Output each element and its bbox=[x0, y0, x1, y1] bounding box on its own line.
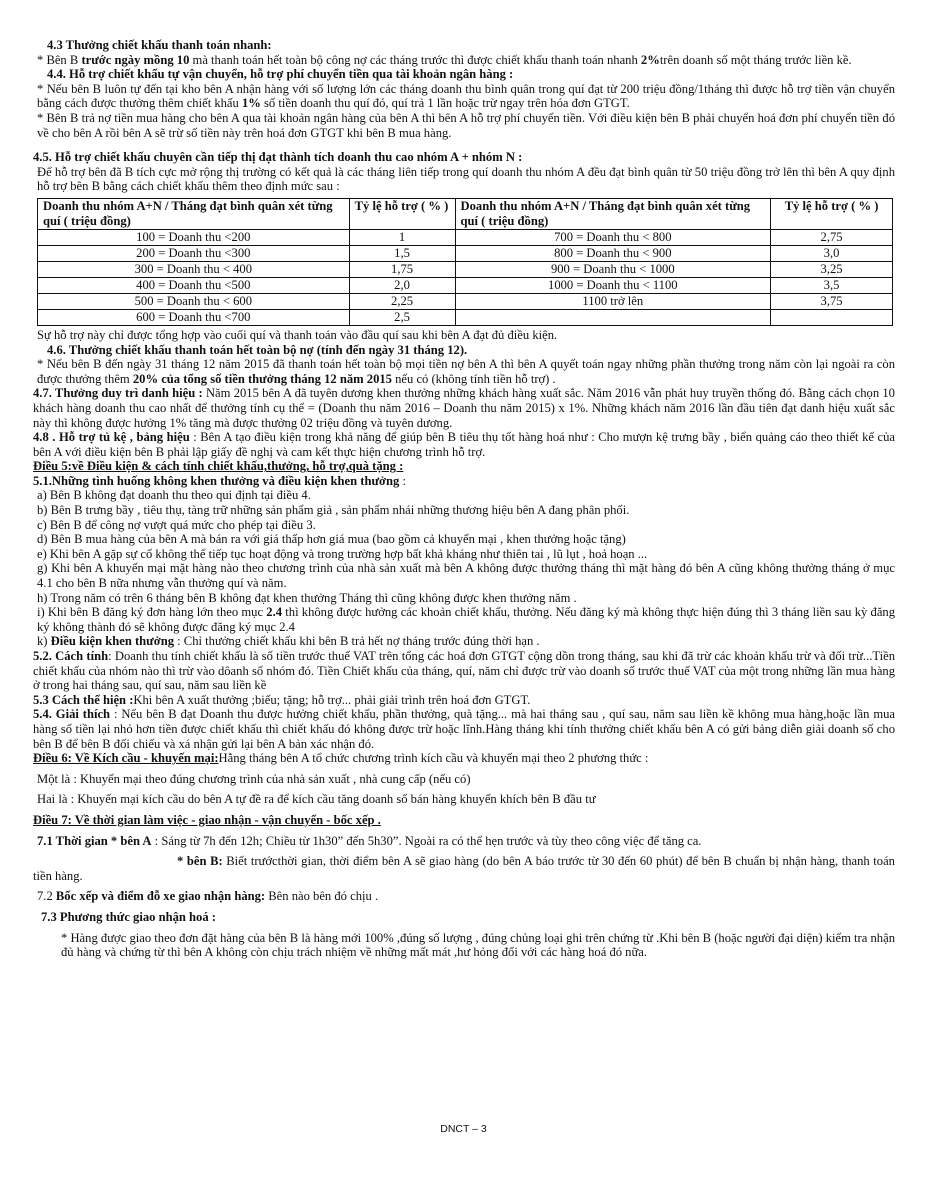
cell-revenue-right bbox=[455, 309, 771, 325]
section-4-4-text-1 bbox=[33, 82, 895, 111]
cell-rate-right: 3,75 bbox=[771, 293, 893, 309]
section-7-1-title: 7.1 Thời gian * bên A bbox=[37, 833, 152, 848]
section-7-1-b-title: * bên B: bbox=[177, 854, 223, 869]
section-5-3-title: 5.3 Cách thể hiện : bbox=[33, 692, 134, 707]
article-6-method-2: Hai là : Khuyến mại kích cầu do bên A tự đề ra để kích cầu tăng doanh số bán hàng khuyến khích bên B đầu tư bbox=[37, 792, 596, 807]
header-revenue-left: Doanh thu nhóm A+N / Tháng đạt bình quân xét từng quí ( triệu đồng) bbox=[38, 198, 350, 229]
section-7-2-title: Bốc xếp và điểm đỗ xe giao nhận hàng: bbox=[55, 889, 266, 904]
cell-rate-left: 2,25 bbox=[349, 293, 455, 309]
section-5-4-text: : Nếu bên B đạt Doanh thu được hưởng chiết khấu, phần thưởng, quà tặng... mà hai tháng sau , quí sau, năm sau liền kề không mua hàng,hoặc lần mua hàng số tiền lại nhỏ hơn tiền được chiết khấu thì chiết khấu đó không được trừ hoặc lĩnh.Hàng tháng khi tính thưởng chiết khấu bên A có gửi bảng diễn giải doanh số cho bên B để bên B đối chiếu và xá nhận gửi lại bên A bản xác nhận đó. bbox=[33, 707, 895, 751]
section-7-1 bbox=[33, 834, 895, 849]
text-run-bold: Điều kiện khen thưởng bbox=[50, 634, 175, 649]
section-4-3-title: 4.3 Thưởng chiết khấu thanh toán nhanh: bbox=[47, 38, 272, 52]
section-4-8 bbox=[33, 430, 895, 459]
text-run-bold: trước ngày mồng 10 bbox=[81, 52, 190, 67]
cell-revenue-right: 1000 = Doanh thu < 1100 bbox=[455, 277, 771, 293]
table-header-row bbox=[38, 198, 893, 229]
text-run: 7.2 bbox=[37, 889, 56, 904]
list-item: g) Khi bên A khuyến mại mặt hàng nào theo chương trình của nhà sản xuất mà bên A không được thưởng tháng thì mặt hàng đó bên A cũng không thưởng tháng ở mục 4.1 cho bên B nữa nhưng vẫn thưởng quí và năm. bbox=[37, 561, 895, 591]
list-item: c) Bên B để công nợ vượt quá mức cho phép tại điều 3. bbox=[37, 517, 316, 532]
page-footer: DNCT – 3 bbox=[440, 1123, 487, 1135]
section-5-1 bbox=[33, 474, 895, 489]
text-run-bold: 2.4 bbox=[266, 605, 283, 620]
section-4-5-text: Để hỗ trợ bên đã B tích cực mở rộng thị trường có kết quả là các tháng liên tiếp trong quí doanh thu nhóm A đều đạt bình quân từ 50 triệu đồng trở lên thì bên A quy định hỗ trợ bên B bằng cách chiết khấu thêm theo định mức sau : bbox=[37, 164, 895, 194]
cell-revenue-left: 400 = Doanh thu <500 bbox=[38, 277, 350, 293]
article-6-text: Hằng tháng bên A tổ chức chương trình kích cầu và khuyến mại theo 2 phương thức : bbox=[218, 751, 649, 766]
text-run: mà thanh toán hết toàn bộ công nợ các tháng trước thì được chiết khấu thanh toán nhanh bbox=[189, 52, 641, 67]
section-7-1-b bbox=[33, 854, 895, 883]
list-item: b) Bên B trưng bầy , tiêu thụ, tàng trữ những sản phẩm giả , sản phẩm nhái những thương hiệu bên A đang phân phối. bbox=[37, 503, 630, 518]
section-5-1-title: 5.1.Những tình huống không khen thưởng và điều kiện khen thưởng bbox=[33, 473, 400, 488]
cell-rate-left: 1 bbox=[349, 229, 455, 245]
article-6 bbox=[33, 751, 895, 766]
text-run: thì không được hưởng các khoản chiết khấu, thưởng. Nếu đăng ký mà không thực hiện đúng thì 3 tháng liền sau kỳ đăng ký không thành đó sẽ không được đăng ký mục 2.4 bbox=[37, 605, 895, 634]
section-5-4-title: 5.4. Giải thích bbox=[33, 707, 111, 722]
section-5-3 bbox=[33, 693, 895, 708]
list-item-k bbox=[33, 634, 895, 649]
cell-rate-left: 2,5 bbox=[349, 309, 455, 325]
table-row bbox=[38, 277, 893, 293]
cell-rate-right: 3,25 bbox=[771, 261, 893, 277]
list-item: a) Bên B không đạt doanh thu theo qui định tại điều 4. bbox=[37, 488, 311, 503]
cell-revenue-right: 1100 trở lên bbox=[455, 293, 771, 309]
section-7-2 bbox=[33, 889, 895, 904]
cell-revenue-left: 500 = Doanh thu < 600 bbox=[38, 293, 350, 309]
text-run: * Nếu bên B luôn tự đến tại kho bên A nhận hàng với số lượng lớn các tháng doanh thu bình quân trong quí đạt từ 200 triệu đồng/1tháng thì được hỗ trợ tiền vận chuyển bằng cách được thưởng thêm chiết khấu bbox=[37, 81, 895, 111]
text-run: trên doanh số một tháng trước liền kề. bbox=[659, 52, 852, 67]
spacer bbox=[33, 140, 895, 150]
cell-revenue-right: 800 = Doanh thu < 900 bbox=[455, 245, 771, 261]
section-4-5-note: Sự hỗ trợ này chỉ được tổng hợp vào cuối quí và thanh toán vào đầu quí sau khi bên A đạt đủ điều kiện. bbox=[37, 327, 558, 342]
section-4-7 bbox=[33, 386, 895, 430]
cell-rate-left: 1,5 bbox=[349, 245, 455, 261]
table-row bbox=[38, 229, 893, 245]
section-4-5-title: 4.5. Hỗ trợ chiết khấu chuyên cần tiếp thị đạt thành tích doanh thu cao nhóm A + nhóm N : bbox=[33, 150, 523, 165]
section-4-7-title: 4.7. Thưởng duy trì danh hiệu : bbox=[33, 386, 203, 401]
section-5-3-text: Khi bên A xuất thưởng ;biếu; tặng; hỗ trợ... phải giải trình trên hoá đơn GTGT. bbox=[133, 692, 531, 707]
section-5-2-text: : Doanh thu tính chiết khấu là số tiền trước thuế VAT trên tổng các hoá đơn GTGT cộng dồn trong tháng, sau khi đã trừ các khoản khấu trừ và đối trừ...Tiền chiết khấu của nhóm nào thì trừ vào dôanh số nhóm đó. Tiền Chiết khấu của tháng, quí, năm chỉ được trừ vào doanh số trước thuế VAT của một trong những lần mua hàng ở trong hai tháng sau, quí sau, năm sau liền kề bbox=[33, 649, 895, 693]
text-run: * Nếu bên B đến ngày 31 tháng 12 năm 2015 đã thanh toán hết toàn bộ mọi tiền nợ bên A thì bên A quyết toán ngay những phần thưởng trong năm còn lại ngoài ra còn được thưởng thêm bbox=[37, 357, 895, 386]
cell-rate-right bbox=[771, 309, 893, 325]
list-item: e) Khi bên A gặp sự cố không thể tiếp tục hoạt động và trong trường hợp bất khả kháng như thiên tai , lũ lụt , hoả hoạn ... bbox=[37, 546, 648, 561]
cell-revenue-right: 900 = Doanh thu < 1000 bbox=[455, 261, 771, 277]
section-5-2-title: 5.2. Cách tính bbox=[33, 649, 109, 663]
cell-revenue-right: 700 = Doanh thu < 800 bbox=[455, 229, 771, 245]
support-rate-table bbox=[37, 198, 893, 326]
cell-revenue-left: 100 = Doanh thu <200 bbox=[38, 229, 350, 245]
section-4-6-text bbox=[33, 357, 895, 386]
cell-rate-left: 1,75 bbox=[349, 261, 455, 277]
section-4-6-title: 4.6. Thưởng chiết khấu thanh toán hết toàn bộ nợ (tính đến ngày 31 tháng 12). bbox=[47, 342, 468, 357]
text-run: nếu có (không tính tiền hỗ trợ) . bbox=[391, 371, 556, 386]
cell-rate-right: 3,0 bbox=[771, 245, 893, 261]
section-7-2-text: Bên nào bên đó chịu . bbox=[265, 889, 379, 904]
cell-revenue-left: 300 = Doanh thu < 400 bbox=[38, 261, 350, 277]
header-rate-right: Tỷ lệ hỗ trợ ( % ) bbox=[771, 198, 893, 229]
text-run-bold: 20% của tổng số tiền thưởng tháng 12 năm 2015 bbox=[132, 371, 392, 386]
section-7-1-text: : Sáng từ 7h đến 12h; Chiều từ 1h30” đến 5h30”. Ngoài ra có thể hẹn trước và tùy theo công việc để tăng ca. bbox=[151, 833, 702, 848]
header-rate-left: Tỷ lệ hỗ trợ ( % ) bbox=[349, 198, 455, 229]
table-row bbox=[38, 293, 893, 309]
section-4-8-title: 4.8 . Hỗ trợ tủ kệ , bảng hiệu bbox=[33, 430, 190, 445]
cell-rate-left: 2,0 bbox=[349, 277, 455, 293]
text-run: : Chỉ thưởng chiết khấu khi bên B trả hết nợ tháng trước đúng thời hạn . bbox=[174, 634, 540, 649]
text-run-bold: 1% bbox=[241, 96, 261, 111]
list-item: h) Trong năm có trên 6 tháng bên B không đạt khen thưởng Tháng thì cũng không được khen thưởng năm . bbox=[37, 590, 577, 605]
text-run: số tiền doanh thu quí đó, quí trả 1 lần hoặc trừ ngay trên hóa đơn GTGT. bbox=[260, 96, 630, 111]
list-item-i bbox=[33, 605, 895, 634]
cell-revenue-left: 200 = Doanh thu <300 bbox=[38, 245, 350, 261]
table-row bbox=[38, 261, 893, 277]
article-6-method-1: Một là : Khuyến mại theo đúng chương trình của nhà sản xuất , nhà cung cấp (nếu có) bbox=[37, 771, 471, 786]
section-4-4-title: 4.4. Hỗ trợ chiết khấu tự vận chuyển, hỗ trợ phí chuyển tiền qua tài khoản ngân hàng : bbox=[47, 67, 514, 82]
document-page bbox=[33, 38, 895, 960]
table-row bbox=[38, 245, 893, 261]
article-5-title: Điều 5:về Điều kiện & cách tính chiết khấu,thưởng, hỗ trợ,quà tặng : bbox=[33, 459, 404, 474]
text-run: i) Khi bên B đăng ký đơn hàng lớn theo mục bbox=[37, 605, 267, 620]
cell-rate-right: 2,75 bbox=[771, 229, 893, 245]
section-4-3-text bbox=[33, 53, 895, 68]
text-run: * Bên B bbox=[37, 52, 82, 67]
article-7-title: Điều 7: Về thời gian làm việc - giao nhận - vận chuyển - bốc xếp . bbox=[33, 812, 381, 827]
article-6-title: Điều 6: Về Kích cầu - khuyến mại: bbox=[33, 751, 219, 766]
list-item: d) Bên B mua hàng của bên A mà bán ra với giá thấp hơn giá mua (bao gồm cả khuyến mại , khen thưởng hoặc tặng) bbox=[37, 532, 626, 547]
section-4-4-text-2: * Bên B trả nợ tiền mua hàng cho bên A qua tài khoản ngân hàng của bên A thì bên A hỗ trợ phí chuyển tiền. Với điều kiện bên B phải chuyển hoá đơn phí chuyển tiền đó về cho bên A rồi bên A sẽ trừ số tiền này trên hoá đơn GTGT khi bên B mua hàng. bbox=[37, 110, 895, 140]
table-row bbox=[38, 309, 893, 325]
section-7-1-b-text: Biết trướcthời gian, thời điểm bên A sẽ giao hàng (do bên A báo trước từ 30 đến 60 phút) để bên B chuẩn bị nhận hàng, thanh toán tiền hàng. bbox=[33, 854, 895, 883]
section-5-2 bbox=[33, 649, 895, 693]
cell-rate-right: 3,5 bbox=[771, 277, 893, 293]
section-7-3-text: * Hàng được giao theo đơn đặt hàng của bên B là hàng mới 100% ,đúng số lượng , đúng chủng loại ghi trên chứng từ .Khi bên B (hoặc người đại diện) kiểm tra nhận đủ hàng và chứng từ thì bên A không còn chịu trách nhiệm về những mất mát ,hư hỏng đối với các hàng hoá đó nữa. bbox=[61, 930, 895, 960]
text-run-bold: 2% bbox=[640, 52, 660, 67]
section-7-3-title: 7.3 Phương thức giao nhận hoá : bbox=[41, 909, 216, 924]
text-run: k) bbox=[37, 634, 51, 649]
text-run: : bbox=[399, 473, 406, 488]
section-5-4 bbox=[33, 707, 895, 751]
cell-revenue-left: 600 = Doanh thu <700 bbox=[38, 309, 350, 325]
header-revenue-right: Doanh thu nhóm A+N / Tháng đạt bình quân xét từng quí ( triệu đồng) bbox=[455, 198, 771, 229]
section-4-8-text: : Bên A tạo điều kiện trong khả năng để giúp bên B tiêu thụ tốt hàng hoá như : Cho mượn kệ trưng bầy , biển quảng cáo theo thiết kế của bên A với điều kiện bên B phải lập giấy đề nghị và cam kết thực hiện chương trình hỗ trợ. bbox=[33, 430, 895, 459]
section-4-7-text: Năm 2015 bên A đã tuyên dương khen thưởng những khách hàng xuất sắc. Năm 2016 vẫn phát huy truyền thống đó. Bằng cách chọn 10 khách hàng doanh thu cao nhất để thưởng tính cụ thể = (Doanh thu năm 2016 – Doanh thu năm 2015) x 1%. Những khách năm 2016 lần đầu tiên đạt danh hiệu xuất sắc này thì không được hưởng 1% tăng mà được thưởng 02 triệu đồng và tuyên dương. bbox=[33, 386, 895, 430]
